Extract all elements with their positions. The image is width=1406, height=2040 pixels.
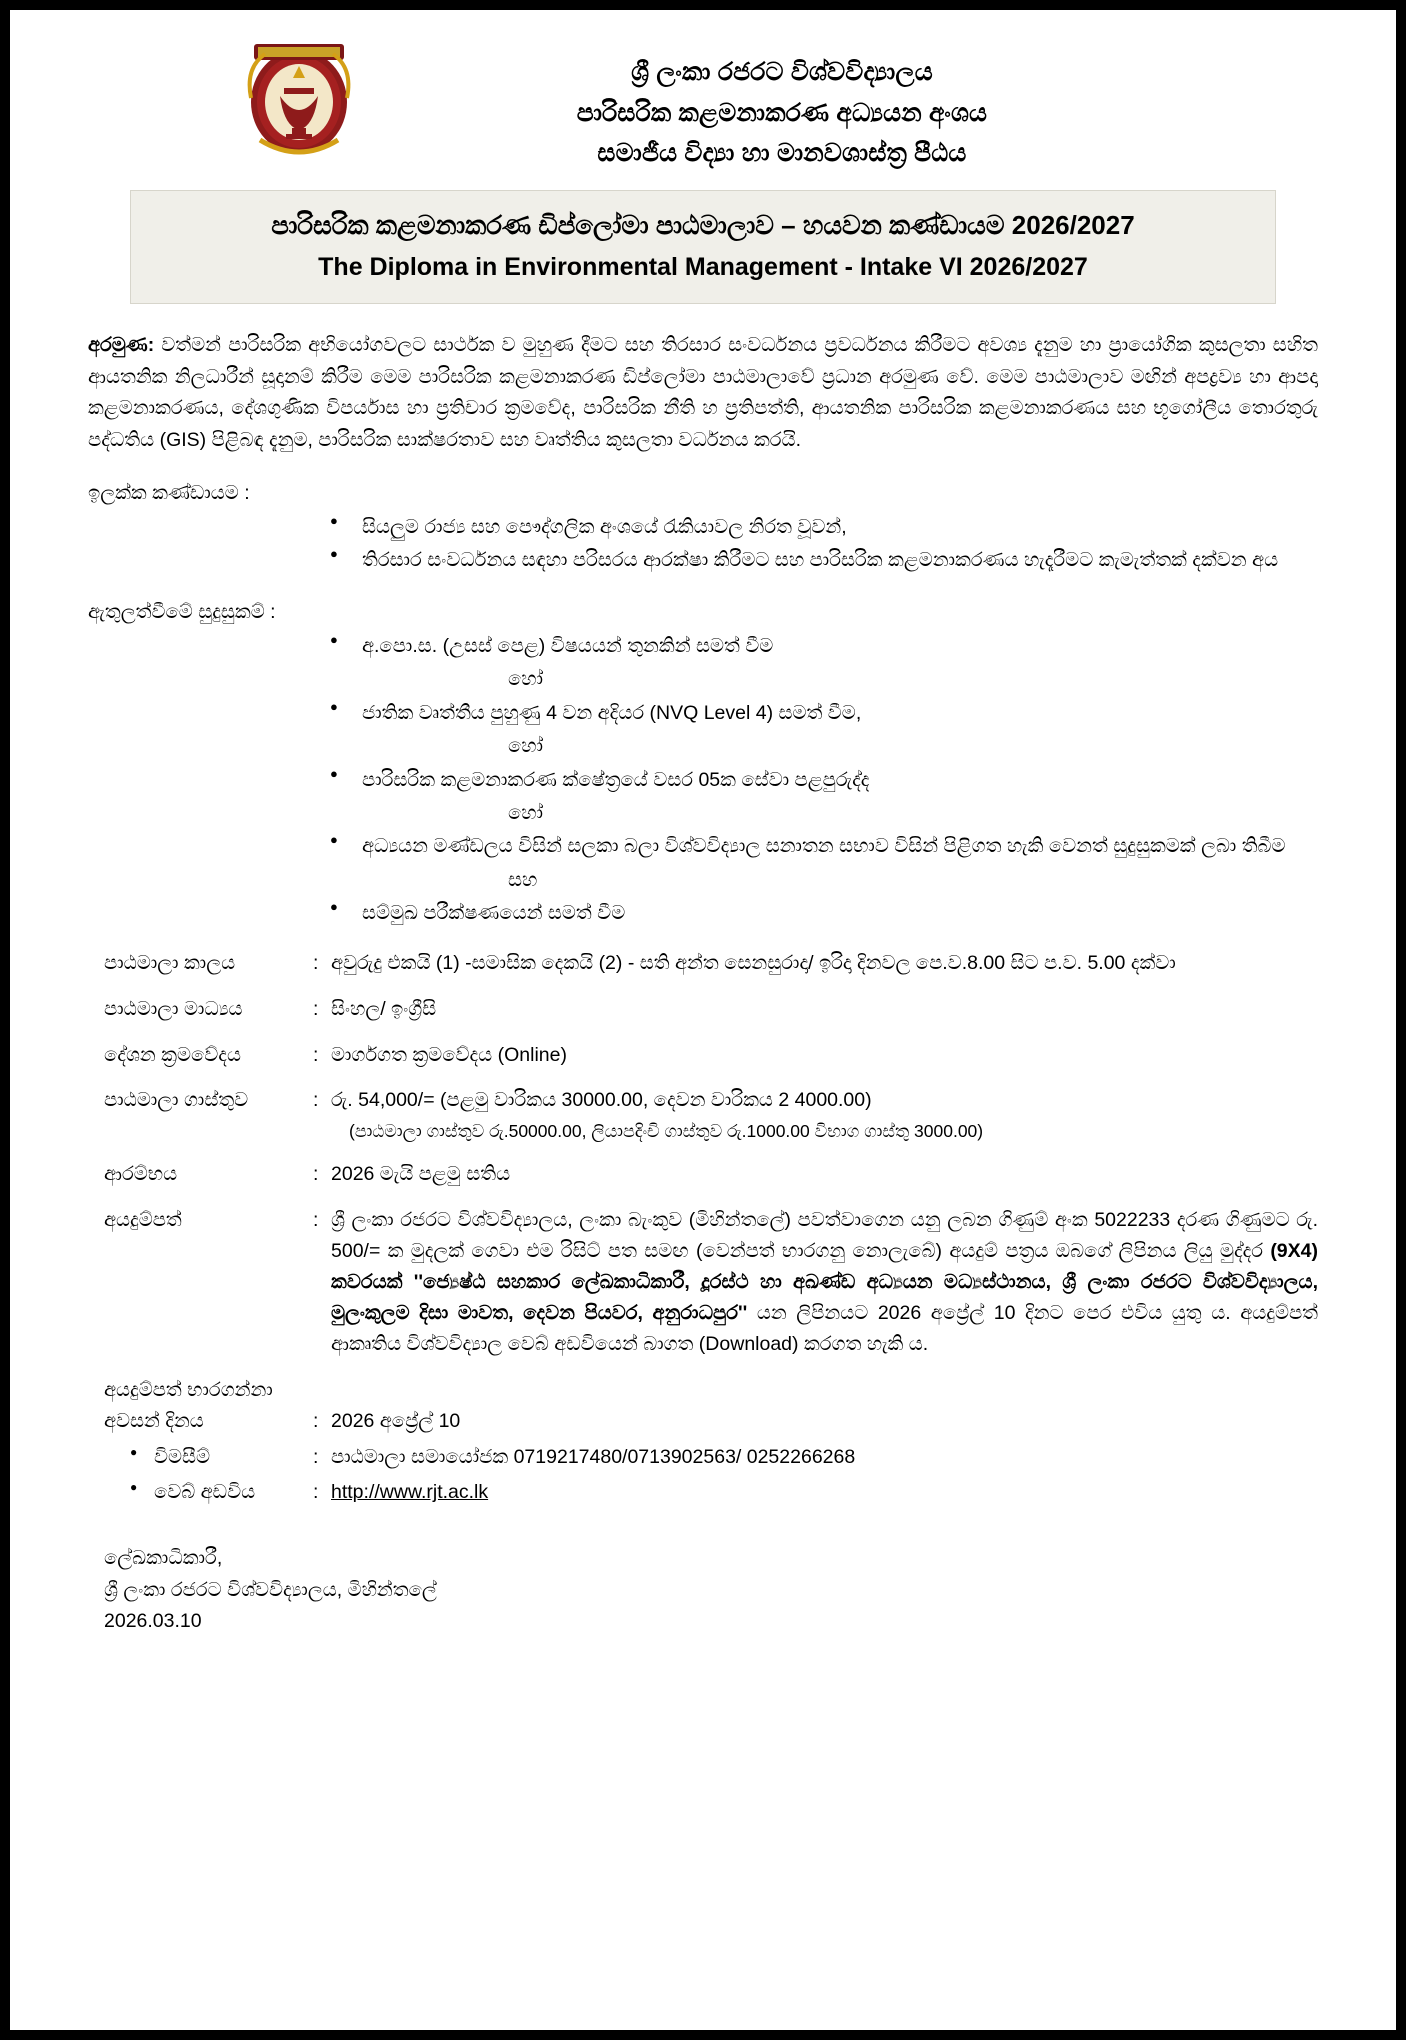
detail-value: අවුරුදු එකයි (1) -සමාසික දෙකයි (2) - සති අන්ත සෙනසුරාදා/ ඉරිදා දිනවල පෙ.ව.8.00 සිට ප.ව. 5.00 දක්වා xyxy=(331,952,1176,975)
document-body xyxy=(50,304,1356,1638)
qualifications-list xyxy=(88,765,1318,795)
signoff-block xyxy=(88,1543,1318,1638)
deadline-label-line2: අවසන් දිනය xyxy=(104,1410,204,1433)
detail-row-medium xyxy=(88,994,1318,1026)
conjunction-or-3: හෝ xyxy=(508,801,544,824)
header-line-1: ශ්‍රී ලංකා රජරට විශ්වවිද්‍යාලය xyxy=(631,58,933,86)
qualifications-list xyxy=(88,831,1318,861)
objective-text: වත්මන් පාරිසරික අභියෝගවලට සාර්ථක ව මුහුණ දීමට සහ තිරසාර සංවර්ධනය ප්‍රවර්ධනය කිරීමට අවශ්‍ය දැනුම හා ප්‍රායෝගික කුසලතා සහිත ආයතනික නිලධාරීන් සූදානම් කිරීම මෙම පාරිසරික කළමනාකරණ ඩිප්ලෝමා පාඨමාලාවේ ප්‍රධාන අරමුණ වේ. මෙම පාඨමාලාව මඟින් අපද්‍රව්‍ය හා ආපදා කළමනාකරණය, දේශගුණික විපර්යාස හා ප්‍රතිචාර ක්‍රමවේද, පාරිසරික නීති හ ප්‍රතිපත්ති, ආයතනික පාරිසරික කළමනාකරණය සහ භූගෝලීය තොරතුරු පද්ධතිය (GIS) පිළිබඳ දැනුම, පාරිසරික සාක්ෂරතාව සහ වෘත්තිය කුසලතා වර්ධනය කරයි. xyxy=(88,334,1318,451)
signoff-line-2: ශ්‍රී ලංකා රජරට විශ්වවිද්‍යාලය, මිහින්තලේ xyxy=(104,1578,437,1601)
target-group-label: ඉලක්ක කණ්ඩායම : xyxy=(88,482,250,505)
detail-row-deadline xyxy=(88,1406,1318,1438)
detail-colon: : xyxy=(313,1481,319,1504)
course-title-band xyxy=(130,190,1276,305)
conjunction-or-1: හෝ xyxy=(508,668,544,691)
detail-value: රු. 54,000/= (පළමු වාරිකය 30000.00, දෙවන වාරිකය 2 4000.00) xyxy=(331,1089,872,1112)
qualifications-list xyxy=(88,631,1318,661)
list-item: ● අ.පො.ස. (උසස් පෙළ) විෂයයන් තුනකින් සමත් වීම xyxy=(328,631,1318,661)
header-line-3: සමාජීය විද්‍යා හා මානවශාස්ත්‍ර පීඨය xyxy=(597,139,967,167)
detail-row-fee xyxy=(88,1085,1318,1145)
detail-colon: : xyxy=(313,1163,319,1186)
detail-colon: : xyxy=(313,998,319,1021)
signoff-line-1: ලේඛකාධිකාරී, xyxy=(104,1546,223,1569)
detail-value: සිංහල/ ඉංග්‍රීසි xyxy=(331,998,437,1021)
qualifications-list xyxy=(88,898,1318,928)
list-item: ● සම්මුඛ පරීක්ෂණයෙන් සමත් වීම xyxy=(328,898,1318,928)
inquiries-value: පාඨමාලා සමායෝජක 0719217480/0713902563/ 0252266268 xyxy=(331,1445,856,1468)
application-label: අයදුම්පත් xyxy=(104,1208,182,1231)
detail-row-method xyxy=(88,1040,1318,1072)
detail-colon: : xyxy=(313,1445,319,1468)
signoff-date: 2026.03.10 xyxy=(104,1610,202,1633)
detail-value: 2026 මැයි පළමු සතිය xyxy=(331,1163,511,1186)
detail-label: දේශන ක්‍රමවේදය xyxy=(104,1043,241,1066)
qualifications-label: ඇතුලත්වීමේ සුදුසුකම් : xyxy=(88,601,276,624)
list-item: ● පාරිසරික කළමනාකරණ ක්ෂේත්‍රයේ වසර 05ක සේවා පළපුරුද්ද xyxy=(328,765,1318,795)
target-group-list xyxy=(88,512,1318,575)
detail-row-duration xyxy=(88,948,1318,980)
detail-colon: : xyxy=(313,952,319,975)
detail-colon: : xyxy=(313,1089,319,1112)
list-item: ● අධ්‍යයන මණ්ඩලය විසින් සලකා බලා විශ්වවිද්‍යාල සනාතන සභාව විසින් පිළිගත හැකි වෙනත් සුදුසුකමක් ලබා තිබීම xyxy=(328,831,1318,861)
application-address: (9X4) කවරයක් ''ජ්‍යෙෂ්ඨ සහකාර ලේඛකාධිකාරී, දූරස්ථ හා අඛණ්ඩ අධ්‍යයන මධ්‍යස්ථානය, ශ්‍රී ලංකා රජරට විශ්වවිද්‍යාලය, මුලංකුලම දිසා මාවත, දෙවන පියවර, අනුරාධපුර'' xyxy=(331,1239,1318,1325)
university-crest-icon xyxy=(240,36,358,164)
course-title-english: The Diploma in Environmental Management - Intake VI 2026/2027 xyxy=(318,252,1088,281)
detail-row-inquiries xyxy=(88,1442,1318,1474)
header-titles xyxy=(358,34,1356,174)
detail-value-wrap xyxy=(331,1085,1318,1145)
list-item: ● ජාතික වෘත්තීය පුහුණු 4 වන අදියර (NVQ Level 4) සමත් වීම, xyxy=(328,698,1318,728)
course-details xyxy=(88,948,1318,1360)
application-text-part1: ශ්‍රී ලංකා රජරට විශ්වවිද්‍යාලය, ලංකා බැංකුව (මිහින්තලේ) පවත්වාගෙන යනු ලබන ගිණුම් අංක 5022233 දරණ ගිණුමට රු. 500/= ක මුදලක් ගෙවා එම රිසිට් පත සමඟ (වෙන්පත් භාරගනු නොලැබේ) අයදුම් පත්‍රය ඔබගේ ලිපිනය ලියු මුද්දර xyxy=(331,1208,1318,1262)
application-text-part2: යන ලිපිනයට 2026 අප්‍රේල් 10 දිනට පෙර එවිය යුතු ය. අයදුම්පත් ආකෘතිය විශ්වවිද්‍යාල වෙබ් අඩවියෙන් බාගත (Download) කරගත හැකි ය. xyxy=(331,1302,1318,1356)
qualifications-list xyxy=(88,698,1318,728)
application-text xyxy=(331,1205,1318,1361)
header-line-2: පාරිසරික කළමනාකරණ අධ්‍යයන අංශය xyxy=(576,98,988,127)
document-header xyxy=(50,24,1356,178)
detail-label: පාඨමාලා කාලය xyxy=(104,952,236,975)
detail-colon: : xyxy=(313,1410,319,1433)
conjunction-or-2: හෝ xyxy=(508,735,544,758)
detail-label: පාඨමාලා මාධ්‍යය xyxy=(104,998,243,1021)
detail-row-website xyxy=(88,1477,1318,1509)
detail-value-sub: (පාඨමාලා ගාස්තුව රු.50000.00, ලියාපදිංචි ගාස්තුව රු.1000.00 විභාග ගාස්තු 3000.00) xyxy=(349,1120,984,1141)
conjunction-and: සහ xyxy=(508,868,538,891)
inquiries-label: ● විමසීම් xyxy=(88,1442,313,1474)
closing-details xyxy=(88,1375,1318,1509)
website-link[interactable]: http://www.rjt.ac.lk xyxy=(331,1481,489,1504)
detail-label: ආරම්භය xyxy=(104,1163,178,1186)
detail-colon: : xyxy=(313,1208,319,1231)
objective-paragraph xyxy=(88,330,1318,456)
course-title-sinhala: පාරිසරික කළමනාකරණ ඩිප්ලෝමා පාඨමාලාව – හයවන කණ්ඩායම 2026/2027 xyxy=(271,209,1135,240)
list-item: ● තිරසාර සංවර්ධනය සඳහා පරිසරය ආරක්ෂා කිරීමට සහ පාරිසරික කළමනාකරණය හැදෑරීමට කැමැත්තක් දක්වන අය xyxy=(328,545,1318,575)
detail-row-application xyxy=(88,1205,1318,1361)
detail-colon: : xyxy=(313,1043,319,1066)
deadline-label-line1: අයදුම්පත් භාරගන්නා xyxy=(104,1378,273,1401)
detail-label: පාඨමාලා ගාස්තුව xyxy=(104,1089,249,1112)
list-item: ● සියලුම රාජ්‍ය සහ පෞද්ගලික අංශයේ රැකියාවල නිරත වූවන්, xyxy=(328,512,1318,542)
deadline-date: 2026 අප්‍රේල් 10 xyxy=(331,1410,461,1433)
objective-label: අරමුණ: xyxy=(88,334,155,357)
detail-value: මාර්ගගත ක්‍රමවේදය (Online) xyxy=(331,1043,567,1066)
website-label: ● වෙබ් අඩවිය xyxy=(88,1477,313,1509)
detail-row-start xyxy=(88,1159,1318,1191)
